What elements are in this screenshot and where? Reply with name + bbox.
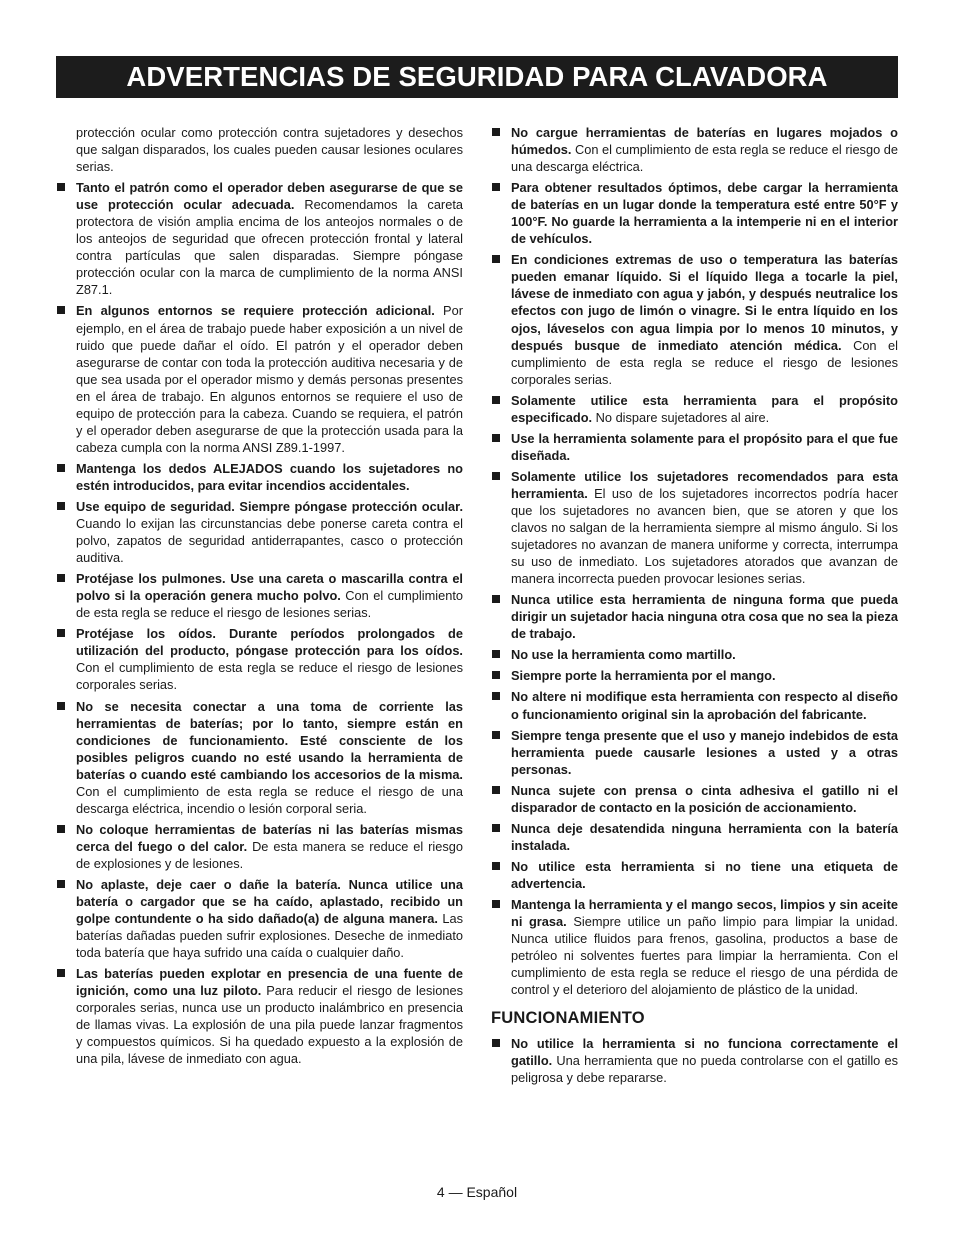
- warning-item: [491, 124, 898, 175]
- right-warning-list: [491, 124, 898, 998]
- warning-body-text: Las baterías dañadas pueden sufrir explosiones. Deseche de inmediato toda batería que haya sufrido una caída o cualquier daño.: [76, 911, 463, 961]
- warning-bold-text: Protéjase los pulmones. Use una careta o mascarilla contra el polvo si la operación genera mucho polvo.: [76, 571, 463, 604]
- warning-body-text: De esta manera se reduce el riesgo de explosiones y de lesiones.: [76, 838, 464, 871]
- warning-item: [56, 460, 463, 494]
- title-banner: [56, 56, 898, 98]
- warning-item: [491, 251, 898, 387]
- warning-bold-text: Use la herramienta solamente para el propósito para el que fue diseñada.: [511, 430, 898, 463]
- warning-bold-text: No coloque herramientas de baterías ni las baterías mismas cerca del fuego o del calor.: [76, 821, 463, 854]
- warning-item: [56, 965, 463, 1067]
- warning-body-text: El uso de los sujetadores incorrectos podría hacer que los sujetadores no avancen bien, que se atoren y que los clavos no salgan de la herramienta siempre al mismo ángulo. Si los sujetadores no avanzan de manera uniforme y correcta, interrumpa su uso de inmediato. Los sujetadores atorados que avanzan de manera incorrecta pueden provocar lesiones serias.: [511, 485, 898, 587]
- warning-body-text: Una herramienta que no pueda controlarse con el gatillo es peligrosa y debe repararse.: [511, 1053, 898, 1086]
- warning-bold-text: Nunca utilice esta herramienta de ninguna forma que pueda dirigir un sujetador hacia ninguna otra cosa que no sea la pieza de trabajo.: [511, 592, 898, 642]
- section-heading-funcionamiento: FUNCIONAMIENTO: [491, 1009, 645, 1028]
- warning-item: [56, 570, 463, 621]
- warning-bold-text: Las baterías pueden explotar en presencia de una fuente de ignición, como una luz piloto.: [76, 966, 463, 999]
- warning-item: [491, 392, 898, 426]
- warning-item: [56, 876, 463, 961]
- warning-bold-text: No aplaste, deje caer o dañe la batería. Nunca utilice una batería o cargador que se ha caído, aplastado, recibido un golpe contundente o ha sido dañado(a) de alguna manera.: [76, 876, 463, 927]
- warning-bold-text: En algunos entornos se requiere protección adicional.: [76, 303, 435, 319]
- warning-bold-text: No cargue herramientas de baterías en lugares mojados o húmedos.: [511, 125, 898, 158]
- warning-body-text: Por ejemplo, en el área de trabajo puede haber exposición a un nivel de ruido que puede dañar el oído. El patrón y el operador deben asegurarse de contar con toda la protección auditiva necesaria y de que sea usada por el operador mismo y demás personas presentes en el área de trabajo. En algunos entornos se requiere el uso de equipo de protección para la cabeza. Cuando se requiera, el patrón y el operador deben asegurarse de que la protección usada para la cabeza cumpla con la norma ANSI Z89.1-1997.: [76, 303, 463, 455]
- warning-body-text: Para reducir el riesgo de lesiones corporales serias, nunca use un producto inalámbrico en presencia de llamas vivas. La explosión de una pila puede lanzar fragmentos y compuestos químicos. Si ha quedado expuesto a la explosión de una pila, lávese de inmediato con agua.: [76, 983, 463, 1067]
- warning-item: [56, 625, 463, 693]
- warning-item: [491, 1035, 898, 1086]
- warning-body-text: Con el cumplimiento de esta regla se reduce el riesgo de lesiones corporales serias.: [76, 660, 463, 693]
- warning-bold-text: Solamente utilice esta herramienta para el propósito especificado.: [511, 392, 898, 425]
- warning-item: [56, 498, 463, 566]
- warning-body-text: Con el cumplimiento de esta regla se reduce el riesgo de una descarga eléctrica.: [511, 142, 898, 175]
- right-column: [491, 124, 898, 1090]
- warning-body-text: No dispare sujetadores al aire.: [592, 409, 770, 425]
- warning-item: [56, 302, 463, 455]
- warning-bold-text: Siempre tenga presente que el uso y manejo indebidos de esta herramienta puede causarle lesiones a usted y a otras personas.: [511, 727, 898, 777]
- page-title: ADVERTENCIAS DE SEGURIDAD PARA CLAVADORA: [126, 61, 828, 92]
- warning-bold-text: No altere ni modifique esta herramienta con respecto al diseño o funcionamiento original sin la aprobación del fabricante.: [511, 689, 898, 722]
- warning-item: [491, 727, 898, 778]
- left-column: [56, 124, 463, 1071]
- warning-bold-text: Protéjase los oídos. Durante períodos prolongados de utilización del producto, póngase protección para los oídos.: [76, 626, 463, 659]
- warning-item: [491, 782, 898, 816]
- warning-body-text: Siempre utilice un paño limpio para limpiar la unidad. Nunca utilice fluidos para frenos, gasolina, productos a base de petróleo ni solventes fuertes para limpiar la herramienta. Con el cumplimiento de esta regla se reduce el riesgo de una pérdida de control y el deterioro del alojamiento de plástico de la unidad.: [511, 914, 898, 998]
- warning-bold-text: Nunca sujete con prensa o cinta adhesiva el gatillo ni el disparador de contacto en la posición de accionamiento.: [511, 782, 898, 815]
- warning-item: [491, 591, 898, 642]
- warning-body-text: Cuando lo exijan las circunstancias debe ponerse careta contra el polvo, zapatos de seguridad antiderrapantes, casco o protección auditiva.: [76, 516, 463, 566]
- warning-bold-text: Para obtener resultados óptimos, debe cargar la herramienta de baterías en un lugar donde la temperatura esté entre 50°F y 100°F. No guarde la herramienta a la intemperie ni en el interior de vehículos.: [511, 180, 898, 247]
- warning-item: [491, 858, 898, 892]
- warning-body-text: Con el cumplimiento de esta regla se reduce el riesgo de lesiones corporales serias.: [511, 337, 899, 387]
- warning-item: [491, 646, 898, 663]
- warning-item: [491, 896, 898, 998]
- warning-bold-text: Siempre porte la herramienta por el mango.: [511, 668, 776, 684]
- warning-body-text: Con el cumplimiento de esta regla se reduce el riesgo de lesiones serias.: [76, 588, 464, 621]
- warning-item: [56, 698, 463, 817]
- continued-paragraph: protección ocular como protección contra sujetadores y desechos que salgan disparados, los cuales pueden causar lesiones oculares serias.: [76, 125, 463, 175]
- warning-bold-text: No use la herramienta como martillo.: [511, 647, 736, 663]
- warning-item: [491, 179, 898, 247]
- left-warning-list: [56, 179, 463, 1067]
- warning-bold-text: Mantenga la herramienta y el mango secos, limpios y sin aceite ni grasa.: [511, 896, 898, 930]
- warning-bold-text: Use equipo de seguridad. Siempre póngase protección ocular.: [76, 498, 463, 514]
- warning-item: [491, 667, 898, 684]
- warning-item: [491, 430, 898, 464]
- warning-bold-text: Solamente utilice los sujetadores recomendados para esta herramienta.: [511, 468, 898, 501]
- warning-item: [491, 820, 898, 854]
- warning-item: [491, 688, 898, 722]
- warning-bold-text: No utilice la herramienta si no funciona correctamente el gatillo.: [511, 1036, 898, 1069]
- funcionamiento-list: [491, 1035, 898, 1086]
- warning-bold-text: Mantenga los dedos ALEJADOS cuando los sujetadores no estén introducidos, para evitar incendios accidentales.: [76, 460, 463, 493]
- warning-bold-text: En condiciones extremas de uso o temperatura las baterías pueden emanar líquido. Si el líquido llega a tocarle la piel, lávese de inmediato con agua y jabón, y después neutralice los efectos con jugo de limón o vinagre. Si le entra líquido en los ojos, láveselos con agua limpia por lo menos 10 minutos, y después busque de inmediato atención médica.: [511, 252, 898, 353]
- page-footer: 4 — Español: [436, 1184, 518, 1200]
- warning-item: [56, 821, 463, 872]
- warning-body-text: Recomendamos la careta protectora de visión amplia encima de los anteojos normales o de los anteojos de seguridad que ofrecen protección frontal y lateral contra partículas que salen disparadas. Siempre póngase protección ocular con la marca de cumplimiento de la norma ANSI Z87.1.: [76, 197, 463, 298]
- warning-bold-text: No utilice esta herramienta si no tiene una etiqueta de advertencia.: [511, 858, 898, 891]
- warning-bold-text: Nunca deje desatendida ninguna herramienta con la batería instalada.: [511, 820, 898, 853]
- warning-bold-text: Tanto el patrón como el operador deben asegurarse de que se use protección ocular adecuada.: [76, 180, 463, 213]
- warning-bold-text: No se necesita conectar a una toma de corriente las herramientas de baterías; por lo tanto, siempre están en condiciones de funcionamiento. Esté consciente de los posibles peligros cuando no esté usando la herramienta de baterías o cuando esté cambiando los accesorios de la misma.: [76, 698, 463, 782]
- warning-body-text: Con el cumplimiento de esta regla se reduce el riesgo de una descarga eléctrica, incendio o lesión corporal seria.: [76, 783, 463, 816]
- warning-item: [56, 179, 463, 298]
- warning-item: [491, 468, 898, 587]
